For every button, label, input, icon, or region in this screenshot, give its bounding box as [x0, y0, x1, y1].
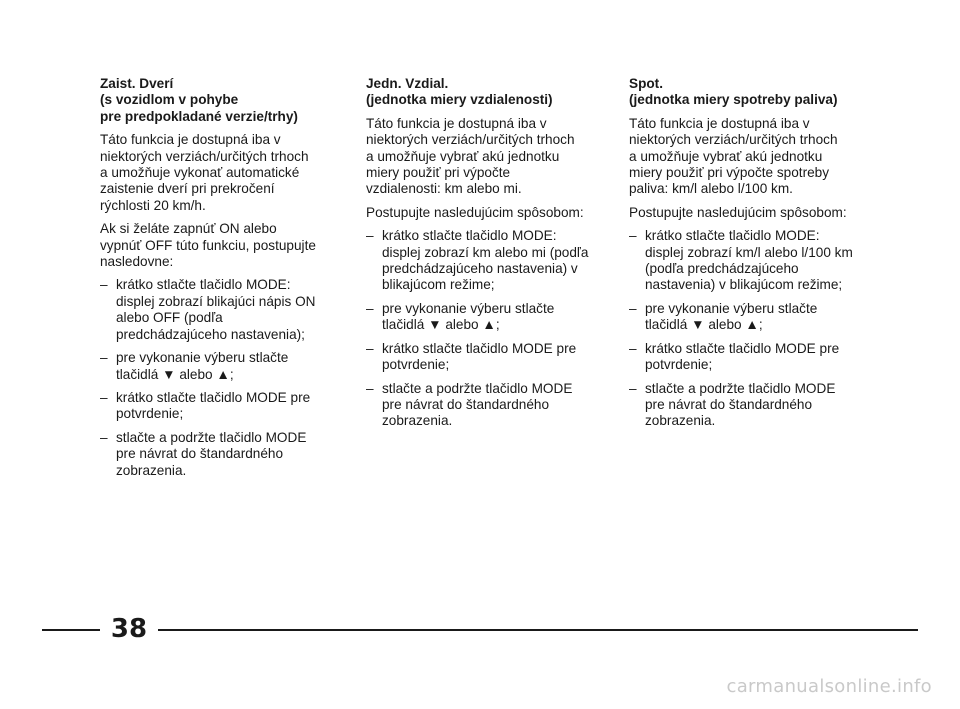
text-line: Ak si želáte zapnúť ON alebo — [100, 221, 277, 237]
list-item — [629, 301, 867, 334]
list-item — [100, 277, 338, 343]
section-heading — [366, 76, 604, 109]
text-line: vypnúť OFF túto funkciu, postupujte — [100, 237, 316, 253]
list-item-line: displej zobrazí blikajúci nápis ON — [116, 293, 316, 309]
list-item-line: displej zobrazí km/l alebo l/100 km — [645, 244, 853, 260]
bullet-dash: – — [366, 340, 374, 356]
paragraph — [100, 221, 338, 270]
bullet-dash: – — [629, 300, 637, 316]
heading-line: Jedn. Vzdial. — [366, 76, 449, 91]
list-item — [366, 228, 604, 294]
list-item-line: zobrazenia. — [116, 462, 187, 478]
heading-line: (s vozidlom v pohybe — [100, 92, 239, 108]
list-item-line: pre návrat do štandardného — [645, 396, 813, 412]
list-item-line: pre návrat do štandardného — [382, 396, 550, 412]
paragraph — [366, 116, 604, 198]
column-zaist-dveri — [100, 76, 338, 486]
heading-line: Spot. — [629, 76, 663, 91]
text-line: zaistenie dverí pri prekročení — [100, 181, 275, 197]
list-item-line: potvrdenie; — [116, 406, 184, 422]
text-line: rýchlosti 20 km/h. — [100, 197, 206, 213]
text-line: Táto funkcia je dostupná iba v — [366, 115, 547, 131]
list-item-line: potvrdenie; — [382, 357, 450, 373]
text-line: miery použiť pri výpočte — [366, 165, 511, 181]
list-item — [100, 350, 338, 383]
paragraph — [366, 205, 604, 221]
page-footer — [0, 612, 960, 642]
list-item-line: krátko stlačte tlačidlo MODE: — [382, 228, 557, 244]
list-item-line: pre návrat do štandardného — [116, 446, 284, 462]
text-line: Postupujte nasledujúcim spôsobom: — [366, 204, 584, 220]
list-item-line: zobrazenia. — [645, 413, 716, 429]
list-item-line: predchádzajúceho nastavenia) v — [382, 261, 578, 277]
list-item — [100, 430, 338, 479]
text-line: paliva: km/l alebo l/100 km. — [629, 181, 793, 197]
text-line: Táto funkcia je dostupná iba v — [100, 132, 281, 148]
heading-line: (jednotka miery vzdialenosti) — [366, 92, 553, 108]
list-item-line: stlačte a podržte tlačidlo MODE — [116, 429, 307, 445]
footer-rule-right — [158, 629, 918, 631]
list-item-line: pre vykonanie výberu stlačte — [116, 350, 289, 366]
bullet-dash: – — [629, 380, 637, 396]
list-item-line: krátko stlačte tlačidlo MODE pre — [382, 340, 577, 356]
text-line: niektorých verziách/určitých trhoch — [100, 148, 309, 164]
section-heading — [100, 76, 338, 125]
footer-rule-left — [42, 629, 100, 631]
list-item-line: krátko stlačte tlačidlo MODE: — [116, 277, 291, 293]
text-line: niektorých verziách/určitých trhoch — [629, 132, 838, 148]
bullet-dash: – — [100, 389, 108, 405]
watermark: carmanualsonline.info — [726, 676, 932, 697]
bullet-dash: – — [100, 277, 108, 293]
list-item-line: krátko stlačte tlačidlo MODE pre — [116, 389, 311, 405]
text-line: Postupujte nasledujúcim spôsobom: — [629, 204, 847, 220]
paragraph — [629, 116, 867, 198]
text-line: a umožňuje vybrať akú jednotku — [629, 148, 823, 164]
list-item-line: (podľa predchádzajúceho — [645, 261, 799, 277]
list-item-line: alebo OFF (podľa — [116, 310, 223, 326]
list-item-line: tlačidlá ▼ alebo ▲; — [382, 317, 500, 333]
list-item-line: pre vykonanie výberu stlačte — [382, 300, 555, 316]
text-line: miery použiť pri výpočte spotreby — [629, 165, 830, 181]
bullet-dash: – — [629, 228, 637, 244]
section-heading — [629, 76, 867, 109]
list-item — [629, 341, 867, 374]
bullet-dash: – — [100, 350, 108, 366]
heading-line: (jednotka miery spotreby paliva) — [629, 92, 838, 108]
text-line: Táto funkcia je dostupná iba v — [629, 115, 810, 131]
list-item-line: pre vykonanie výberu stlačte — [645, 300, 818, 316]
text-line: a umožňuje vykonať automatické — [100, 165, 300, 181]
list-item-line: displej zobrazí km alebo mi (podľa — [382, 244, 589, 260]
list-item-line: krátko stlačte tlačidlo MODE pre — [645, 340, 840, 356]
list-item — [629, 381, 867, 430]
paragraph — [629, 205, 867, 221]
list-item-line: stlačte a podržte tlačidlo MODE — [382, 380, 573, 396]
list-item-line: tlačidlá ▼ alebo ▲; — [116, 366, 234, 382]
list-item — [100, 390, 338, 423]
list-item-line: predchádzajúceho nastavenia); — [116, 326, 305, 342]
bullet-dash: – — [629, 340, 637, 356]
list-item-line: krátko stlačte tlačidlo MODE: — [645, 228, 820, 244]
paragraph — [100, 132, 338, 214]
text-line: vzdialenosti: km alebo mi. — [366, 181, 522, 197]
list-item-line: potvrdenie; — [645, 357, 713, 373]
list-item-line: nastavenia) v blikajúcom režime; — [645, 277, 843, 293]
bullet-dash: – — [366, 380, 374, 396]
list-item — [629, 228, 867, 294]
column-spot — [629, 76, 867, 437]
bullet-dash: – — [366, 228, 374, 244]
list-item — [366, 341, 604, 374]
text-line: nasledovne: — [100, 254, 174, 270]
list-item — [366, 381, 604, 430]
bullet-dash: – — [366, 300, 374, 316]
bullet-dash: – — [100, 429, 108, 445]
list-item-line: tlačidlá ▼ alebo ▲; — [645, 317, 763, 333]
text-line: a umožňuje vybrať akú jednotku — [366, 148, 560, 164]
list-item-line: stlačte a podržte tlačidlo MODE — [645, 380, 836, 396]
list-item-line: zobrazenia. — [382, 413, 453, 429]
text-line: niektorých verziách/určitých trhoch — [366, 132, 575, 148]
heading-line: pre predpokladané verzie/trhy) — [100, 108, 298, 124]
column-jedn-vzdial — [366, 76, 604, 437]
heading-line: Zaist. Dverí — [100, 76, 174, 91]
page-number: 38 — [110, 614, 148, 644]
list-item — [366, 301, 604, 334]
list-item-line: blikajúcom režime; — [382, 277, 495, 293]
